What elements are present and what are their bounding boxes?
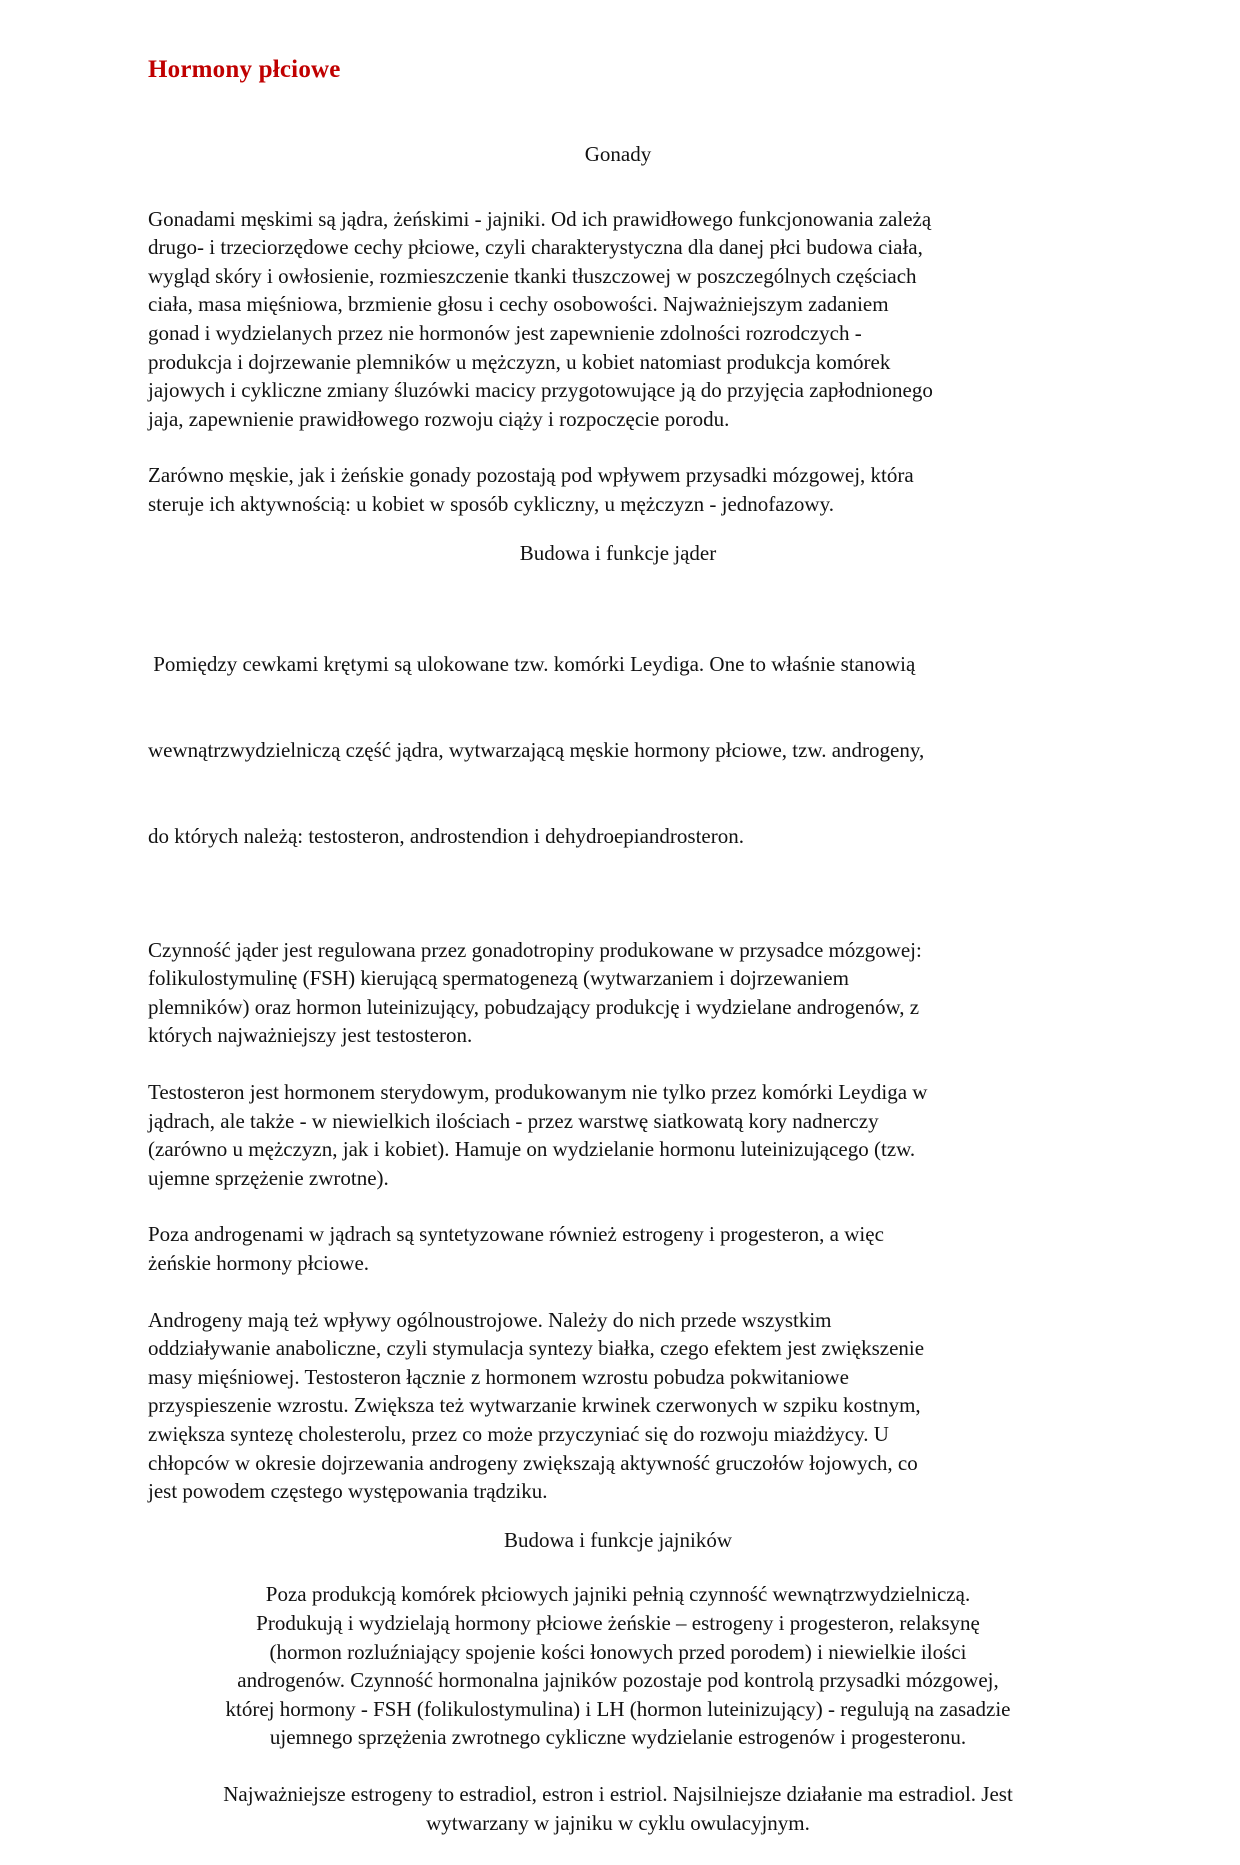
text-line: folikulostymulinę (FSH) kierującą spermatogenezą (wytwarzaniem i dojrzewaniem bbox=[148, 966, 849, 991]
text-line: do których należą: testosteron, androstendion i dehydroepiandrosteron. bbox=[148, 823, 744, 848]
paragraph bbox=[148, 593, 1088, 908]
paragraph bbox=[148, 1078, 1088, 1192]
text-line: Gonadami męskimi są jądra, żeńskimi - jajniki. Od ich prawidłowego funkcjonowania zależą bbox=[148, 206, 932, 231]
section-gonady bbox=[148, 140, 1088, 519]
text-line: steruje ich aktywnością: u kobiet w sposób cykliczny, u mężczyzn - jednofazowy. bbox=[148, 491, 834, 516]
text-line: drugo- i trzeciorzędowe cechy płciowe, czyli charakterystyczna dla danej płci budowa ciała, bbox=[148, 235, 923, 260]
text-line: przyspieszenie wzrostu. Zwiększa też wytwarzanie krwinek czerwonych w szpiku kostnym, bbox=[148, 1393, 921, 1418]
text-line: jaja, zapewnienie prawidłowego rozwoju ciąży i rozpoczęcie porodu. bbox=[148, 406, 730, 431]
text-line: wytwarzany w jajniku w cyklu owulacyjnym. bbox=[426, 1810, 810, 1835]
section-budowa-jajnikow bbox=[148, 1526, 1088, 1837]
paragraph bbox=[148, 461, 1088, 518]
paragraph bbox=[148, 1580, 1088, 1752]
text-line: Najważniejsze estrogeny to estradiol, estron i estriol. Najsilniejsze działanie ma estradiol. Jest bbox=[223, 1781, 1013, 1806]
text-line: Pomiędzy cewkami krętymi są ulokowane tzw. komórki Leydiga. One to właśnie stanowią bbox=[148, 652, 916, 677]
paragraph bbox=[148, 936, 1088, 1050]
text-line: chłopców w okresie dojrzewania androgeny zwiększają aktywność gruczołów łojowych, co bbox=[148, 1450, 918, 1475]
text-line: Czynność jąder jest regulowana przez gonadotropiny produkowane w przysadce mózgowej: bbox=[148, 937, 922, 962]
text-line: Zarówno męskie, jak i żeńskie gonady pozostają pod wpływem przysadki mózgowej, która bbox=[148, 463, 914, 488]
text-line: których najważniejszy jest testosteron. bbox=[148, 1023, 473, 1048]
text-line: zwiększa syntezę cholesterolu, przez co może przyczyniać się do rozwoju miażdżycy. U bbox=[148, 1421, 889, 1446]
document-body bbox=[148, 140, 1088, 1865]
paragraph bbox=[148, 205, 1088, 434]
paragraph bbox=[148, 1220, 1088, 1277]
text-line: jądrach, ale także - w niewielkich ilościach - przez warstwę siatkowatą kory nadnerczy bbox=[148, 1108, 879, 1133]
text-line: żeńskie hormony płciowe. bbox=[148, 1251, 370, 1275]
text-line: oddziaływanie anaboliczne, czyli stymulacja syntezy białka, czego efektem jest zwiększenie bbox=[148, 1336, 925, 1361]
document-title: Hormony płciowe bbox=[148, 56, 341, 83]
section-heading: Budowa i funkcje jąder bbox=[519, 540, 717, 565]
text-line: Testosteron jest hormonem sterydowym, produkowanym nie tylko przez komórki Leydiga w bbox=[148, 1080, 928, 1105]
text-line: ciała, masa mięśniowa, brzmienie głosu i cechy osobowości. Najważniejszym zadaniem bbox=[148, 292, 889, 317]
text-line: której hormony - FSH (folikulostymulina) i LH (hormon luteinizujący) - regulują na zasadzie bbox=[225, 1696, 1011, 1721]
text-line: gonad i wydzielanych przez nie hormonów jest zapewnienie zdolności rozrodczych - bbox=[148, 320, 862, 345]
text-line: wewnątrzwydzielniczą część jądra, wytwarzającą męskie hormony płciowe, tzw. androgeny, bbox=[148, 738, 925, 763]
text-line: ujemne sprzężenie zwrotne). bbox=[148, 1165, 389, 1190]
paragraph bbox=[148, 1780, 1088, 1837]
text-line: androgenów. Czynność hormonalna jajników pozostaje pod kontrolą przysadki mózgowej, bbox=[237, 1668, 999, 1693]
text-line: (zarówno u mężczyzn, jak i kobiet). Hamuje on wydzielanie hormonu luteinizującego (tzw. bbox=[148, 1137, 916, 1162]
text-line: ujemnego sprzężenia zwrotnego cykliczne wydzielanie estrogenów i progesteronu. bbox=[269, 1725, 967, 1750]
text-line: Androgeny mają też wpływy ogólnoustrojowe. Należy do nich przede wszystkim bbox=[148, 1307, 832, 1332]
text-line: Poza androgenami w jądrach są syntetyzowane również estrogeny i progesteron, a więc bbox=[148, 1222, 884, 1247]
section-heading: Gonady bbox=[584, 142, 652, 166]
text-line: Produkują i wydzielają hormony płciowe żeńskie – estrogeny i progesteron, relaksynę bbox=[256, 1610, 980, 1635]
text-line: masy mięśniowej. Testosteron łącznie z hormonem wzrostu pobudza pokwitaniowe bbox=[148, 1364, 849, 1389]
section-heading: Budowa i funkcje jajników bbox=[503, 1527, 733, 1552]
text-line: jest powodem częstego występowania trądziku. bbox=[148, 1479, 548, 1504]
text-line: (hormon rozluźniający spojenie kości łonowych przed porodem) i niewielkie ilości bbox=[269, 1639, 967, 1664]
paragraph bbox=[148, 1306, 1088, 1506]
text-line: Poza produkcją komórek płciowych jajniki pełnią czynność wewnątrzwydzielniczą. bbox=[265, 1582, 971, 1607]
section-budowa-jader bbox=[148, 539, 1088, 1506]
text-line: produkcja i dojrzewanie plemników u mężczyzn, u kobiet natomiast produkcja komórek bbox=[148, 349, 891, 374]
text-line: plemników) oraz hormon luteinizujący, pobudzający produkcję i wydzielane androgenów, z bbox=[148, 994, 920, 1019]
text-line: jajowych i cykliczne zmiany śluzówki macicy przygotowujące ją do przyjęcia zapłodnionego bbox=[148, 378, 933, 403]
text-line: wygląd skóry i owłosienie, rozmieszczenie tkanki tłuszczowej w poszczególnych częściach bbox=[148, 263, 917, 288]
